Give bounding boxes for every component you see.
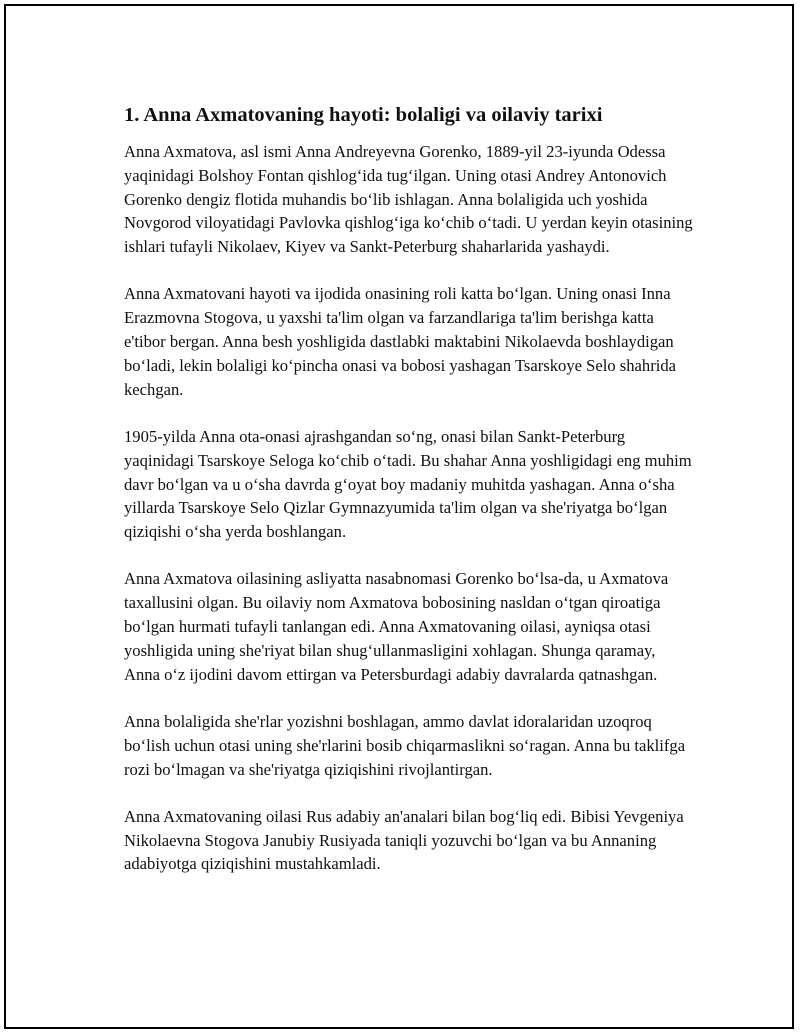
paragraph-2: Anna Axmatovani hayoti va ijodida onasining roli katta bo‘lgan. Uning onasi Inna Erazmovna Stogova, u yaxshi ta'lim olgan va farzandlariga ta'lim berishga katta e'tibor bergan. Anna besh yoshligida dastlabki maktabini Nikolaevda boshlaydigan bo‘ladi, lekin bolaligi ko‘pincha onasi va bobosi yashagan Tsarskoye Selo shahrida kechgan. — [124, 284, 677, 399]
paragraph-3: 1905-yilda Anna ota-onasi ajrashgandan so‘ng, onasi bilan Sankt-Peterburg yaqinidagi Tsarskoye Seloga ko‘chib o‘tadi. Bu shahar Anna yoshligidagi eng muhim davr bo‘lgan va u o‘sha davrda g‘oyat boy madaniy muhitda yashagan. Anna o‘sha yillarda Tsarskoye Selo Qizlar Gymnazyumida ta'lim olgan va she'riyatga bo‘lgan qiziqishi o‘sha yerda boshlangan. — [124, 426, 692, 542]
paragraph-4: Anna Axmatova oilasining asliyatta nasabnomasi Gorenko bo‘lsa-da, u Axmatova taxallusini olgan. Bu oilaviy nom Axmatova bobosining nasldan o‘tgan qiroatiga bo‘lgan hurmati tufayli tanlangan edi. Anna Axmatovaning oilasi, ayniqsa otasi yoshligida uning she'riyat bilan shug‘ullanmasligini xohlagan. Shunga qaramay, Anna o‘z ijodini davom ettirgan va Petersburdagi adabiy davralarda qatnashgan. — [124, 569, 669, 684]
page-frame — [4, 4, 794, 1029]
paragraph-5: Anna bolaligida she'rlar yozishni boshlagan, ammo davlat idoralaridan uzoqroq bo‘lish uchun otasi uning she'rlarini bosib chiqarmaslikni so‘ragan. Anna bu taklifga rozi bo‘lmagan va she'riyatga qiziqishini rivojlantirgan. — [124, 711, 686, 779]
paragraph-1: Anna Axmatova, asl ismi Anna Andreyevna Gorenko, 1889-yil 23-iyunda Odessa yaqinidagi Bolshoy Fontan qishlog‘ida tug‘ilgan. Uning otasi Andrey Antonovich Gorenko dengiz flotida muhandis bo‘lib ishlagan. Anna bolaligida uch yoshida Novgorod viloyatidagi Pavlovka qishlog‘iga ko‘chib o‘tadi. U yerdan keyin otasining ishlari tufayli Nikolaev, Kiyev va Sankt-Peterburg shaharlarida yashaydi. — [124, 142, 693, 257]
document-body — [124, 102, 694, 900]
section-heading: 1. Anna Axmatovaning hayoti: bolaligi va oilaviy tarixi — [124, 104, 603, 126]
paragraph-6: Anna Axmatovaning oilasi Rus adabiy an'analari bilan bog‘liq edi. Bibisi Yevgeniya Nikolaevna Stogova Janubiy Rusiyada taniqli yozuvchi bo‘lgan va bu Annaning adabiyotga qiziqishini mustahkamladi. — [124, 806, 684, 874]
